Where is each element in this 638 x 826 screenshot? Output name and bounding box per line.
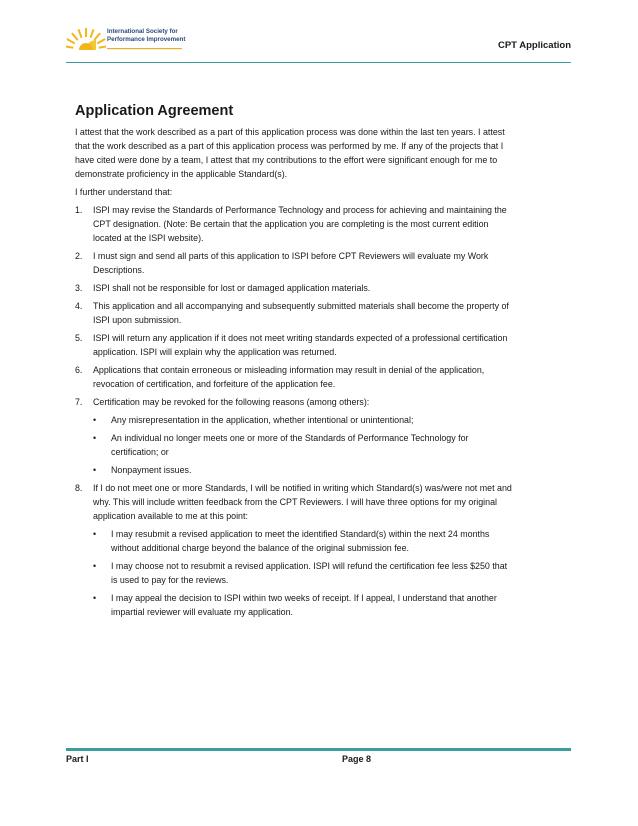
bullet-item: [93, 591, 515, 619]
item-text: ISPI will return any application if it does not meet writing standards expected of a professional certification application. ISPI will explain why the application was returned.: [93, 333, 508, 357]
revocation-reasons: [93, 413, 515, 477]
bullet-glyph: •: [93, 415, 97, 425]
lead-in: I further understand that:: [75, 187, 173, 197]
bullet-glyph: •: [93, 433, 97, 443]
bullet-text: I may appeal the decision to ISPI within two weeks of receipt. If I appeal, I understand that another impartial reviewer will evaluate my application.: [111, 593, 497, 617]
item-text: Certification may be revoked for the following reasons (among others):: [93, 397, 370, 407]
footer-divider: [66, 748, 571, 751]
header-divider: [66, 62, 571, 63]
item-number: 3.: [75, 283, 83, 293]
bullet-text: Any misrepresentation in the application, whether intentional or unintentional;: [111, 415, 414, 425]
list-item: [75, 395, 515, 477]
footer-page-number: Page 8: [342, 754, 372, 764]
list-item: [75, 481, 515, 619]
document-title: CPT Application: [497, 40, 571, 51]
item-number: 1.: [75, 205, 83, 215]
list-item: [75, 203, 515, 245]
item-number: 5.: [75, 333, 83, 343]
terms-list: [75, 203, 515, 477]
bullet-item: [93, 413, 515, 427]
bullet-glyph: •: [93, 561, 97, 571]
item-text: ISPI shall not be responsible for lost or damaged application materials.: [93, 283, 371, 293]
reviewer-options: [93, 527, 515, 619]
intro-paragraph: I attest that the work described as a part of this application process was done within the last ten years. I attest that the work described as a part of this application process was performed by me. If any of the projects that I have cited were done by a team, I attest that my contributions to the effort were significant enough for me to demonstrate proficiency in the applicable Standard(s).: [75, 127, 505, 179]
bullet-text: An individual no longer meets one or more of the Standards of Performance Technology for certification; or: [111, 433, 469, 457]
bullet-item: [93, 463, 515, 477]
bullet-text: Nonpayment issues.: [111, 465, 192, 475]
list-item: [75, 363, 515, 391]
logo-line-2: Performance Improvement: [107, 35, 186, 43]
footer-part-label: Part I: [66, 754, 89, 764]
list-item: [75, 249, 515, 277]
bullet-glyph: •: [93, 593, 97, 603]
bullet-text: I may choose not to resubmit a revised application. ISPI will refund the certification fee less $250 that is used to pay for the reviews.: [111, 561, 508, 585]
agreement-content: [75, 102, 515, 623]
item-text: This application and all accompanying and subsequently submitted materials shall become the property of ISPI upon submission.: [93, 301, 509, 325]
bullet-text: I may resubmit a revised application to meet the identified Standard(s) within the next 24 months without additional charge beyond the balance of the original submission fee.: [111, 529, 490, 553]
item-text: ISPI may revise the Standards of Performance Technology and process for achieving and maintaining the CPT designation. (Note: Be certain that the application you are completing is the most current edition located at the ISPI website).: [93, 205, 507, 243]
page-title: Application Agreement: [75, 103, 234, 119]
logo-wordmark: [107, 28, 185, 43]
item-number: 2.: [75, 251, 83, 261]
bullet-item: [93, 527, 515, 555]
page-header: [66, 22, 571, 62]
list-item: [75, 281, 515, 295]
bullet-glyph: •: [93, 465, 97, 475]
bullet-item: [93, 431, 515, 459]
logo-tagline-bar: [107, 48, 182, 50]
item-text: I must sign and send all parts of this application to ISPI before CPT Reviewers will evaluate my Work Descriptions.: [93, 251, 489, 275]
item-number: 4.: [75, 301, 83, 311]
bullet-glyph: •: [93, 529, 97, 539]
item-text: If I do not meet one or more Standards, I will be notified in writing which Standard(s) was/were not met and why. This will include written feedback from the CPT Reviewers. I will have three options for my original application available to me at this point:: [93, 483, 512, 521]
sun-icon: [66, 24, 106, 54]
logo-line-1: International Society for: [107, 28, 178, 35]
list-item: [75, 331, 515, 359]
list-item: [75, 299, 515, 327]
item-text: Applications that contain erroneous or misleading information may result in denial of the application, revocation of certification, and forfeiture of the application fee.: [93, 365, 485, 389]
bullet-item: [93, 559, 515, 587]
ispi-logo: [66, 24, 226, 58]
item-number: 6.: [75, 365, 83, 375]
item-number: 7.: [75, 397, 83, 407]
item-number: 8.: [75, 483, 83, 493]
